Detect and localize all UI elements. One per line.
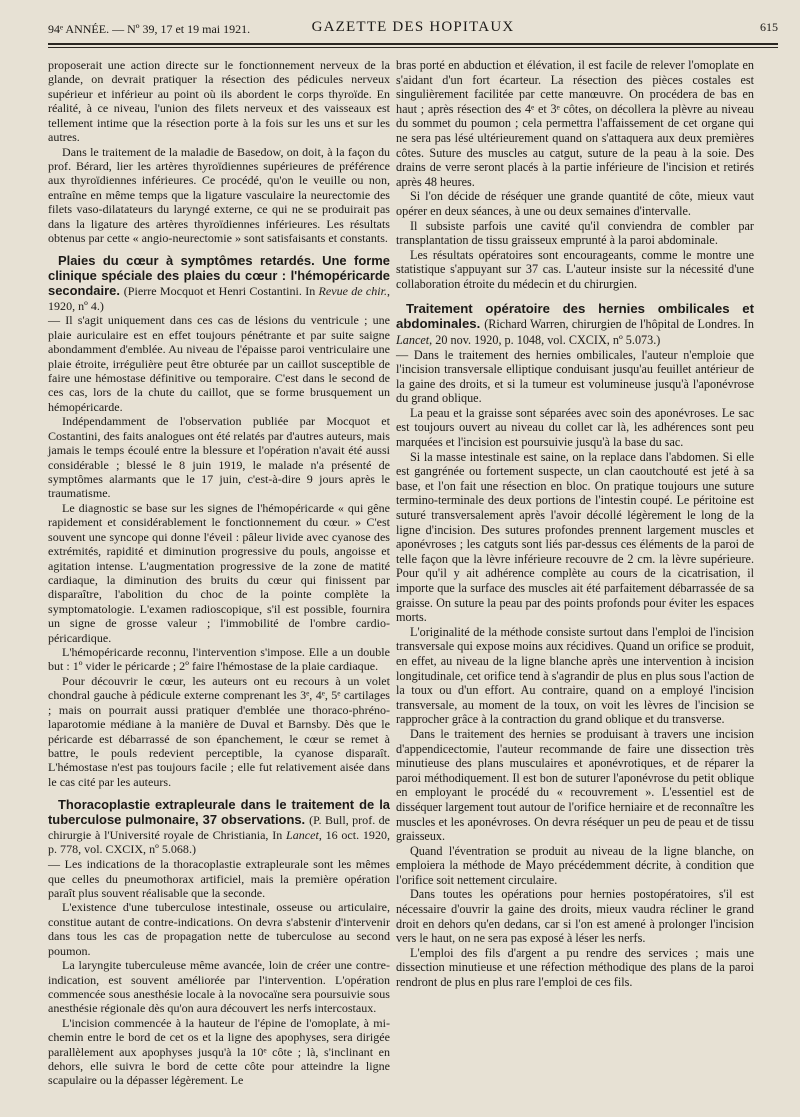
paragraph: bras porté en abduction et élévation, il est facile de relever l'omoplate en s'aidant d'un fort écarteur. La résection des pièces costales est singulièrement facilitée par cette manœuvre. On procédera de bas en haut ; après résection des 4ᵉ et 3ᵉ côtes, on décollera la plèvre au niveau du sommet du poumon ; cela permettra l'affaissement de cet organe qui ne sera pas lésé ultérieurement quand on s'attaquera aux deux premières côtes. Suture des muscles au catgut, suture de la peau à la soie. Des drains de verre seront placés à la partie inférieure de l'incision et retirés après 48 heures. bbox=[396, 58, 754, 189]
paragraph: La peau et la graisse sont séparées avec soin des aponévroses. Le sac est toujours ouvert au niveau du collet car là, les adhérences sont peu marquées et l'incision est poursuivie jusqu'à la base du sac. bbox=[396, 405, 754, 450]
right-column bbox=[396, 58, 754, 990]
ref-in: In bbox=[743, 316, 754, 331]
article-title: Traitement opératoire des hernies ombilicales et abdominales. bbox=[396, 300, 754, 331]
paragraph: Les résultats opératoires sont encourageants, comme le montre une statistique s'appuyant sur 37 cas. L'auteur insiste sur la nécessité d'une collaboration étroite du médecin et du chirurgien. bbox=[396, 247, 754, 291]
paragraph: — Dans le traitement des hernies ombilicales, l'auteur n'emploie que l'incision transversale elliptique conduisant jusqu'au feuillet antérieur de la gaine des droits, et si la tumeur est volumineuse jusqu'à l'aponévrose du grand oblique. bbox=[396, 347, 754, 406]
paragraph: Dans le traitement des hernies se produisant à travers une incision d'appendicectomie, l'auteur recommande de faire une dissection très minutieuse des plans musculaires et aponévrotiques, et de réparer la paroi méthodiquement. Il est bon de suturer l'aponévrose du petit oblique en employant le procédé du « recouvrement ». L'essentiel est de disséquer largement tout autour de l'orifice herniaire et de reconnaître les muscles et les aponévroses. On devra réséquer un peu de peau et de tissu graisseux. bbox=[396, 726, 754, 844]
paragraph: L'originalité de la méthode consiste surtout dans l'emploi de l'incision transversale qui expose moins aux récidives. Quand un orifice se produit, en effet, au niveau de la ligne blanche après une intervention à incision longitudinale, cet orifice tend à s'agrandir de plus en plus sous l'action de la toux ou d'un effort. Au contraire, quand on a employé l'incision transversale, au moment de la toux, on voit les lèvres de l'incision se rapprocher grâce à la contraction du grand oblique et du transverse. bbox=[396, 624, 754, 727]
article-authors: (P. Bull, prof. de chirurgie à l'Université royale de Christiania, bbox=[48, 813, 390, 842]
left-column bbox=[48, 58, 390, 1088]
article-authors: (Richard Warren, chirurgien de l'hôpital de Londres. bbox=[484, 316, 741, 331]
header-rule-thin bbox=[48, 47, 778, 48]
paragraph: L'existence d'une tuberculose intestinale, osseuse ou articulaire, constitue autant de contre-indications. On devra s'abstenir d'intervenir dans tous les cas de propagation nette de tuberculose au second poumon. bbox=[48, 900, 390, 958]
article-title: Plaies du cœur à symptômes retardés. Une forme clinique spéciale des plaies du cœur : l'hémopéricarde secondaire. bbox=[48, 253, 390, 298]
paragraph: Pour découvrir le cœur, les auteurs ont eu recours à un volet chondral gauche à pédicule externe comprenant les 3ᵉ, 4ᵉ, 5ᵉ cartilages ; mais on pourrait aussi pratiquer d'emblée une thoraco-phréno-laparotomie médiane à la manière de Duval et Barnsby. Dès que le péricarde est débarrassé de son épanchement, le cœur se remet à battre, le pouls redevient perceptible, la cyanose disparaît. L'hémostase n'est pas toujours facile ; elle fut relativement aisée dans le cas cité par les auteurs. bbox=[48, 673, 390, 789]
paragraph: Dans le traitement de la maladie de Basedow, on doit, à la façon du prof. Bérard, lier les artères thyroïdiennes supérieures de préférence aux thyroïdiennes inférieures. Ce procédé, qu'on le veuille ou non, entraîne en même temps que la ligature vasculaire la neurectomie des filets vaso-dilatateurs du laryngé externe, ce qui ne se produirait pas dans la ligature des artères thyroïdiennes inférieures. Les résultats obtenus par cette « angio-neurectomie » sont satisfaisants et constants. bbox=[48, 144, 390, 246]
paragraph: Dans toutes les opérations pour hernies postopératoires, s'il est nécessaire d'ouvrir la gaine des droits, mieux vaudra récliner le grand droit en dehors qu'en dedans, car si l'on est amené à prolonger l'incision vers le haut, on ne sera pas exposé à léser les nerfs. bbox=[396, 887, 754, 946]
source-journal: Lancet bbox=[286, 827, 319, 842]
ref-details: , 20 nov. 1920, p. 1048, vol. CXCIX, nº 5.073.) bbox=[429, 332, 661, 347]
paragraph: proposerait une action directe sur le fonctionnement nerveux de la glande, on devrait pratiquer la résection des pédicules nerveux supérieur et inférieur au point où ils abordent le corps thyroïde. En réalité, à ce niveau, l'union des filets nerveux et des vaisseaux est tellement intime que la résection porte à la fois sur les uns et sur les autres. bbox=[48, 58, 390, 145]
article-title: Thoracoplastie extrapleurale dans le traitement de la tuberculose pulmonaire, 37 observations. bbox=[48, 797, 390, 827]
paragraph: — Il s'agit uniquement dans ces cas de lésions du ventricule ; une plaie auriculaire est en effet toujours pénétrante et par suite saigne abondamment d'emblée. Au niveau de l'épaisse paroi ventriculaire une plaie étroite, irrégulière peut être obturée par un caillot susceptible de faire une hémostase définitive ou temporaire. C'est dans le second de ces cas, lors de la chute du caillot, que se forme brusquement un hémopéricarde. bbox=[48, 313, 390, 414]
ref-details: , 1920, nº 4.) bbox=[48, 283, 390, 313]
paragraph: Le diagnostic se base sur les signes de l'hémopéricarde « qui gêne rapidement et considérablement le fonctionnement du cœur. » C'est souvent une syncope qui donne l'éveil : pâleur livide avec cyanose des extrémités, rapidité et diminution progressive du pouls, angoisse et agitation intense. L'augmentation progressive de la zone de matité cardiaque, la diminution des bruits du cœur qui finissent par disparaître, l'abolition du choc de la pointe complète la symptomatologie. L'examen radioscopique, s'il est possible, fournira un signe de grosse valeur ; l'immobilité de l'ombre cardio-péricardique. bbox=[48, 500, 390, 645]
source-journal: Lancet bbox=[396, 332, 430, 347]
ref-in: In bbox=[272, 827, 283, 842]
ref-in: In bbox=[305, 283, 316, 298]
article-heading bbox=[396, 301, 754, 348]
paragraph: Si la masse intestinale est saine, on la replace dans l'abdomen. Si elle est gangrénée ou fortement suspecte, un clan caoutchouté est jeté à sa base, et l'on fait une résection en bloc. On pratique toujours une suture termino-terminale des deux portions de l'intestin coupé. Le péritoine est suturé transversalement après l'avoir décollé légèrement le long de la ligne d'incision. Des sutures profondes prennent largement muscles et aponévroses ; les catguts sont liés par-dessus ces éléments de la paroi de telle façon que la lèvre inférieure recouvre de 2 cm. la lèvre supérieure. Pour qu'il y ait adhérence complète au cours de la cicatrisation, il importe que la surface des muscles ait été parfaitement débarrassée de sa graisse. On suture la peau par des points profonds pour éviter les espaces morts. bbox=[396, 449, 754, 625]
journal-title: GAZETTE DES HOPITAUX bbox=[311, 19, 515, 35]
paragraph: — Les indications de la thoracoplastie extrapleurale sont les mêmes que celles du pneumothorax artificiel, mais la première opération paraît plus souvent réalisable que la seconde. bbox=[48, 857, 390, 900]
running-header bbox=[48, 14, 778, 42]
page-number: 615 bbox=[760, 20, 778, 34]
header-rule bbox=[48, 43, 778, 45]
source-journal: Revue de chir. bbox=[318, 283, 387, 298]
paragraph: L'incision commencée à la hauteur de l'épine de l'omoplate, à mi-chemin entre le bord de cet os et la ligne des apophyses, sera dirigée parallèlement aux apophyses jusqu'à la 10ᵉ côte ; là, s'inclinant en dehors, elle suivra le bord de cette côte pour atteindre la ligne scapulaire ou la dépasser légèrement. Le bbox=[48, 1015, 390, 1088]
paragraph: L'emploi des fils d'argent a pu rendre des services ; mais une dissection minutieuse et une réfection méthodique des plans de la paroi rendront de plus en plus rare l'emploi de ces fils. bbox=[396, 945, 754, 990]
paragraph: La laryngite tuberculeuse même avancée, loin de créer une contre-indication, est souvent améliorée par l'intervention. L'opération commencée sous anesthésie locale à la novocaïne sera poursuivie sous anesthésie régionale dès qu'on aura découvert les nerfs intercostaux. bbox=[48, 958, 390, 1016]
article-heading bbox=[48, 254, 390, 313]
article-heading bbox=[48, 798, 390, 857]
paragraph: Quand l'éventration se produit au niveau de la ligne blanche, on emploiera la méthode de Mayo précédemment décrite, à condition que l'orifice soit nettement circulaire. bbox=[396, 843, 754, 887]
paragraph: L'hémopéricarde reconnu, l'intervention s'impose. Elle a un double but : 1º vider le péricarde ; 2º faire l'hémostase de la plaie cardiaque. bbox=[48, 645, 390, 674]
issue-line: 94ᵉ ANNÉE. — Nº 39, 17 et 19 mai 1921. bbox=[48, 22, 251, 36]
paragraph: Si l'on décide de réséquer une grande quantité de côte, mieux vaut opérer en deux séances, à une ou deux semaines d'intervalle. bbox=[396, 189, 754, 218]
paragraph: Indépendamment de l'observation publiée par Mocquot et Costantini, des faits analogues ont été relatés par d'autres auteurs, mais jamais le temps écoulé entre la blessure et l'opération n'avait été aussi considérable ; blessé le 8 juin 1919, le malade n'a présenté de symptômes alarmants que le 17 juin, c'est-à-dire 9 jours après le traumatisme. bbox=[48, 414, 390, 501]
article-authors: (Pierre Mocquot et Henri Costantini. bbox=[123, 283, 302, 298]
ref-details: , 16 oct. 1920, p. 778, vol. CXCIX, nº 5.068.) bbox=[48, 827, 390, 857]
paragraph: Il subsiste parfois une cavité qu'il conviendra de combler par transplantation de tissu graisseux emprunté à la paroi abdominale. bbox=[396, 218, 754, 248]
